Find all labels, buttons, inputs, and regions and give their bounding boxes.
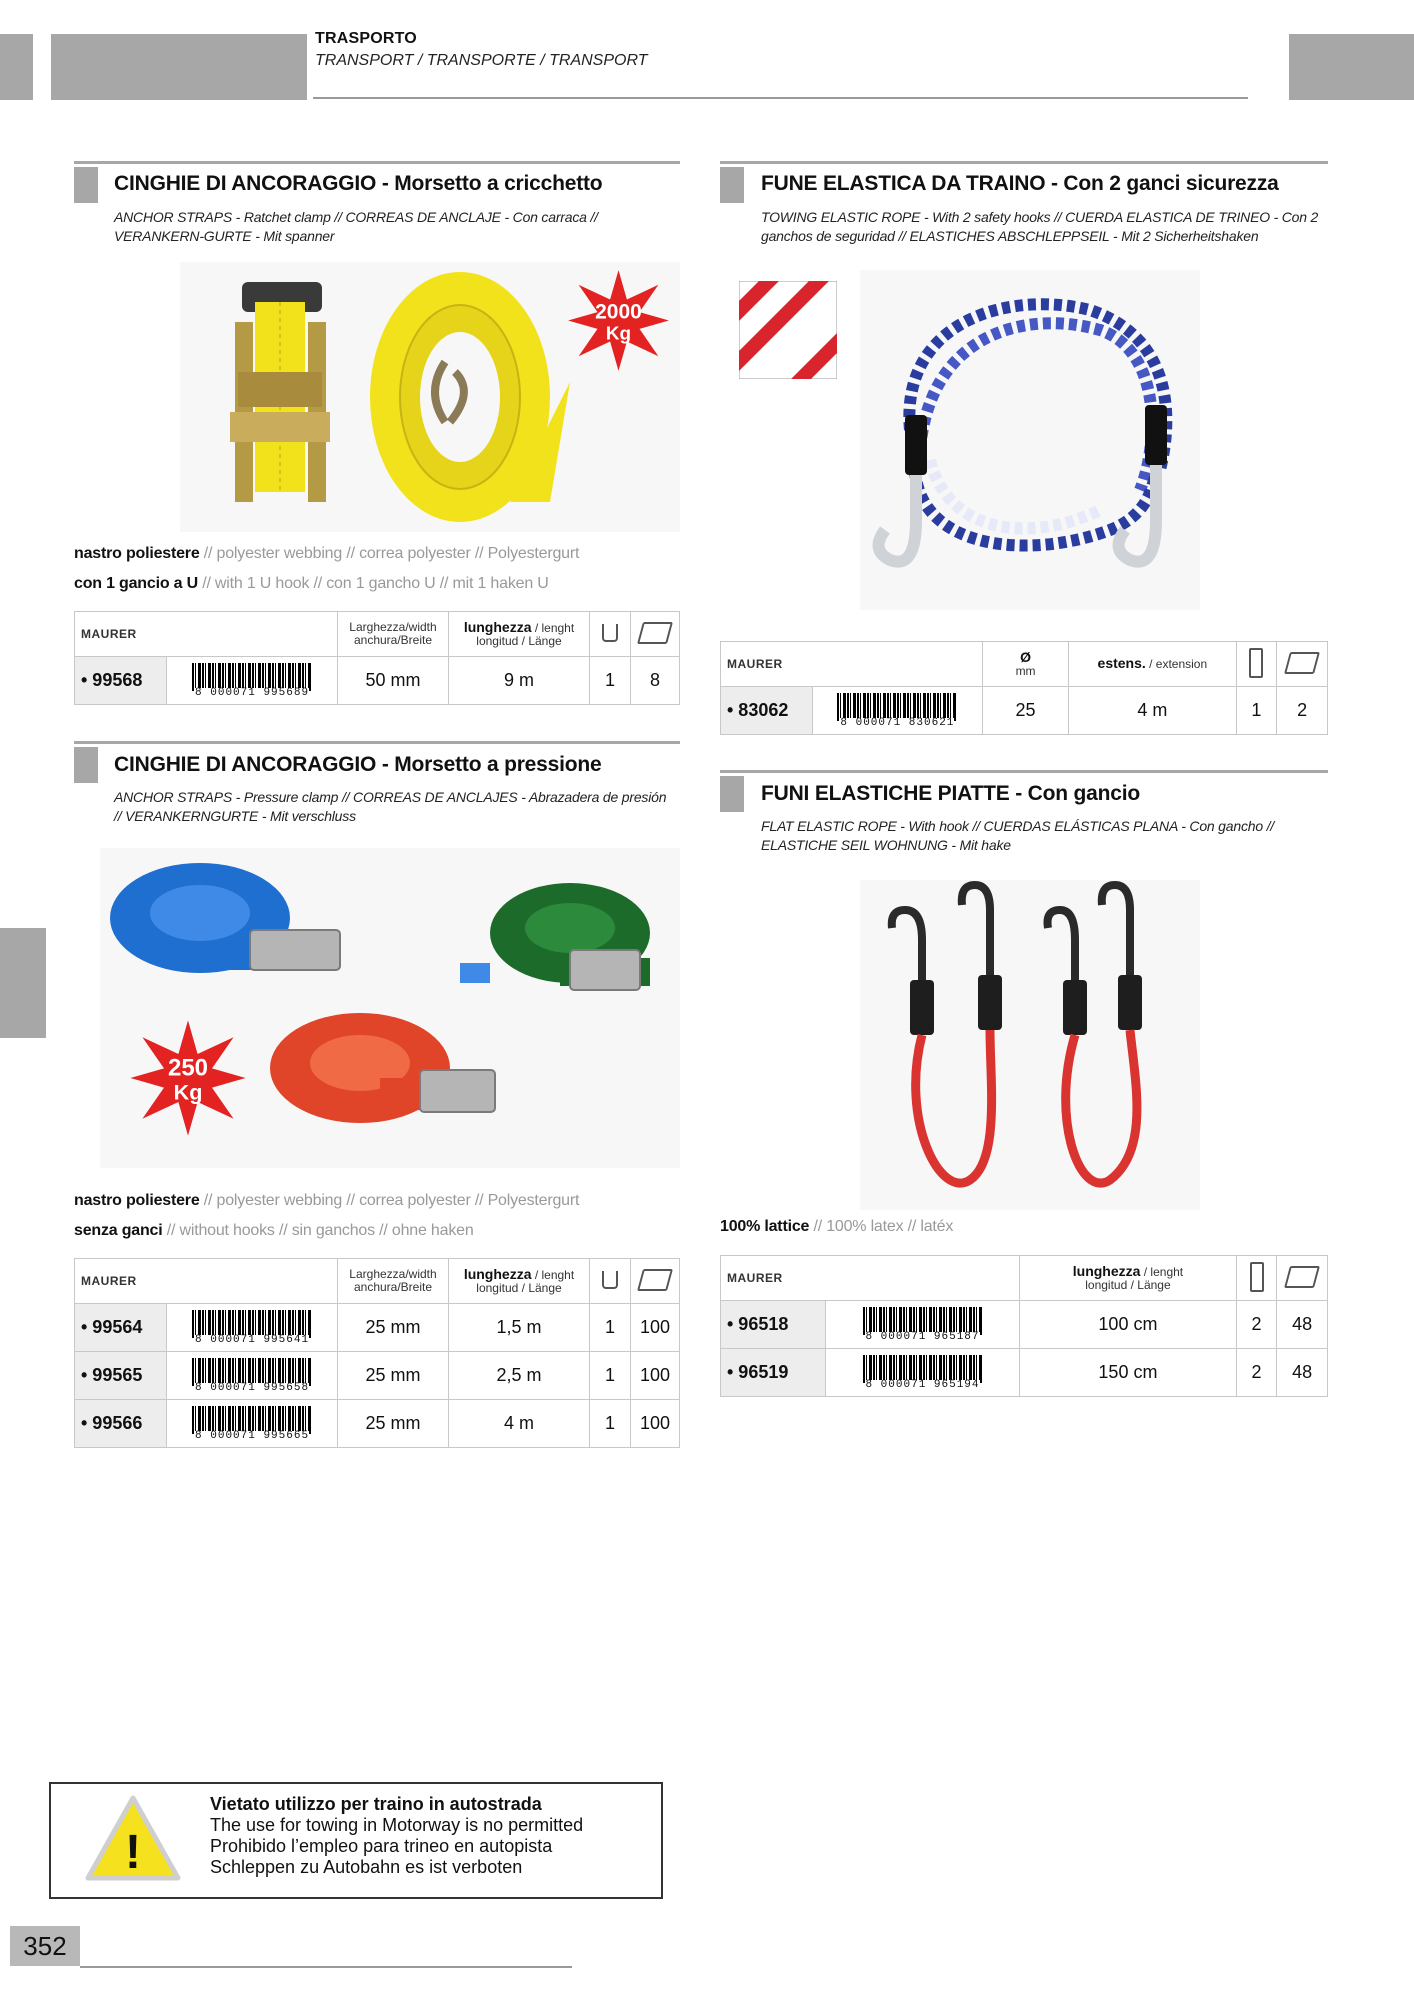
section-marker	[720, 167, 744, 203]
header-title: TRASPORTO	[315, 30, 417, 47]
ean-number: 8 000071 830621	[840, 716, 955, 729]
section-title: CINGHIE DI ANCORAGGIO - Morsetto a pressione	[114, 753, 602, 776]
feature-translations: // polyester webbing // correa polyester // Polyestergurt	[199, 1192, 580, 1209]
table-row	[721, 1301, 1328, 1349]
section-divider	[74, 161, 680, 164]
col-label-translation: / extension	[1145, 657, 1208, 671]
pack-qty-cell: 1	[1236, 687, 1277, 735]
warning-line: Vietato utilizzo per traino in autostrada	[210, 1794, 542, 1814]
page-number: 352	[10, 1926, 80, 1966]
inner-pack-icon	[602, 1271, 618, 1289]
box-icon	[1284, 1266, 1320, 1288]
pack-qty-cell: 2	[1236, 1301, 1277, 1349]
capacity-badge-2000kg	[566, 268, 671, 373]
brand-logo: MAURER	[721, 642, 983, 687]
feature-translations: // without hooks // sin ganchos // ohne haken	[162, 1222, 474, 1239]
ean-number: 8 000071 995658	[195, 1381, 310, 1394]
barcode	[812, 687, 982, 735]
brand-logo: MAURER	[75, 1259, 338, 1304]
inner-pack-icon	[1249, 648, 1263, 678]
col-length-header	[449, 1259, 590, 1304]
width-cell: 25 mm	[338, 1352, 449, 1400]
box-icon	[637, 622, 673, 644]
col-label-translation: /width	[405, 620, 437, 634]
col-label: lunghezza	[463, 618, 532, 635]
width-cell: 50 mm	[338, 657, 449, 705]
warning-line: Schleppen zu Autobahn es ist verboten	[210, 1857, 523, 1877]
col-label: Larghezza	[349, 1267, 406, 1281]
product-code: • 99564	[75, 1304, 167, 1352]
pack-qty-cell: 1	[590, 1352, 631, 1400]
col-pack-header	[590, 1259, 631, 1304]
left-edge-tab	[0, 34, 33, 100]
header-gray-block	[51, 34, 307, 100]
length-cell: 4 m	[449, 1400, 590, 1448]
section-description: TOWING ELASTIC ROPE - With 2 safety hooks // CUERDA ELASTICA DE TRINEO - Con 2 ganchos de seguridad // ELASTICHES ABSCHLEPPSEIL - Mit 2 Sicherheitshaken	[761, 209, 1319, 244]
col-pack-header	[1236, 642, 1277, 687]
box-qty-cell: 8	[631, 657, 680, 705]
feature-translations: // with 1 U hook // con 1 gancho U // mit 1 haken U	[197, 575, 549, 592]
ean-number: 8 000071 965194	[865, 1378, 980, 1391]
product-code: • 99566	[75, 1400, 167, 1448]
col-label-translation: / lenght	[1140, 1264, 1184, 1279]
product-table	[720, 1255, 1328, 1397]
barcode	[825, 1349, 1019, 1397]
product-code: • 99568	[75, 657, 167, 705]
width-cell: 25 mm	[338, 1304, 449, 1352]
feature-label: nastro poliestere	[74, 545, 200, 562]
box-qty-cell: 100	[631, 1400, 680, 1448]
section-marker	[74, 167, 98, 203]
badge-unit: Kg	[605, 323, 632, 345]
barcode	[167, 1352, 338, 1400]
feature-line	[74, 1222, 474, 1240]
feature-label: con 1 gancio a U	[74, 575, 198, 592]
col-length-header	[1020, 1256, 1237, 1301]
pack-qty-cell: 1	[590, 1304, 631, 1352]
warning-panel-sign-image	[739, 281, 837, 379]
warning-mark: !	[125, 1826, 141, 1879]
col-label: lunghezza	[463, 1265, 532, 1282]
badge-value: 2000	[595, 300, 642, 324]
table-row	[75, 1304, 680, 1352]
box-qty-cell: 2	[1277, 687, 1328, 735]
feature-line	[74, 1192, 579, 1210]
col-label-sub: mm	[1015, 663, 1036, 678]
feature-label: 100% lattice	[720, 1218, 810, 1235]
table-row	[75, 1352, 680, 1400]
col-label-translation: / lenght	[531, 1267, 575, 1282]
box-qty-cell: 48	[1277, 1349, 1328, 1397]
section-description: FLAT ELASTIC ROPE - With hook // CUERDAS ELÁSTICAS PLANA - Con gancho // ELASTICHE SEIL WOHNUNG - Mit hake	[761, 818, 1274, 853]
table-row	[75, 1400, 680, 1448]
col-width-header	[338, 612, 449, 657]
feature-label: senza ganci	[74, 1222, 163, 1239]
inner-pack-icon	[1250, 1262, 1264, 1292]
col-label-sub: longitud / Länge	[476, 633, 562, 648]
col-box-header	[1277, 642, 1328, 687]
section-divider	[74, 741, 680, 744]
towing-rope-image	[860, 270, 1200, 610]
warning-text	[210, 1794, 583, 1878]
barcode	[167, 1304, 338, 1352]
ean-number: 8 000071 995665	[195, 1429, 310, 1442]
pack-qty-cell: 1	[590, 657, 631, 705]
feature-line	[74, 545, 579, 563]
badge-value: 250	[167, 1054, 209, 1082]
col-diameter-header	[983, 642, 1069, 687]
col-label: estens.	[1097, 655, 1146, 671]
header-divider	[313, 97, 1248, 99]
product-code: • 99565	[75, 1352, 167, 1400]
col-label-sub: longitud / Länge	[476, 1280, 562, 1295]
extension-cell: 4 m	[1069, 687, 1236, 735]
table-row	[721, 1349, 1328, 1397]
box-qty-cell: 100	[631, 1304, 680, 1352]
col-label-translation: /width	[405, 1267, 437, 1281]
product-code: • 96518	[721, 1301, 826, 1349]
barcode	[167, 1400, 338, 1448]
length-cell: 1,5 m	[449, 1304, 590, 1352]
product-code: • 96519	[721, 1349, 826, 1397]
product-table	[74, 611, 680, 705]
col-label: lunghezza	[1072, 1262, 1141, 1279]
section-title: FUNE ELASTICA DA TRAINO - Con 2 ganci sicurezza	[761, 172, 1279, 195]
feature-translations: // 100% latex // latéx	[809, 1218, 954, 1235]
width-cell: 25 mm	[338, 1400, 449, 1448]
ean-number: 8 000071 995641	[195, 1333, 310, 1346]
col-label: Larghezza	[349, 620, 406, 634]
flat-elastic-ropes-image	[860, 880, 1200, 1210]
product-table	[720, 641, 1328, 735]
warning-line: The use for towing in Motorway is no permitted	[210, 1815, 584, 1835]
feature-translations: // polyester webbing // correa polyester // Polyestergurt	[199, 545, 580, 562]
right-edge-tab	[1289, 34, 1414, 100]
feature-line	[74, 575, 549, 593]
brand-logo: MAURER	[75, 612, 338, 657]
col-label-sub: anchura/Breite	[353, 1280, 433, 1294]
col-box-header	[1277, 1256, 1328, 1301]
ean-number: 8 000071 965187	[865, 1330, 980, 1343]
col-extension-header	[1069, 642, 1236, 687]
footer-divider	[80, 1966, 572, 1968]
pack-qty-cell: 1	[590, 1400, 631, 1448]
badge-unit: Kg	[173, 1079, 203, 1105]
box-icon	[637, 1269, 673, 1291]
header-subtitle: TRANSPORT / TRANSPORTE / TRANSPORT	[315, 52, 648, 69]
col-label-sub: anchura/Breite	[353, 633, 433, 647]
length-cell: 2,5 m	[449, 1352, 590, 1400]
barcode	[825, 1301, 1019, 1349]
length-cell: 9 m	[449, 657, 590, 705]
box-qty-cell: 100	[631, 1352, 680, 1400]
section-description: ANCHOR STRAPS - Ratchet clamp // CORREAS DE ANCLAJE - Con carraca // VERANKERN-GURTE - Mit spanner	[114, 209, 598, 244]
warning-triangle-icon	[84, 1794, 182, 1882]
product-table	[74, 1258, 680, 1448]
length-cell: 150 cm	[1020, 1349, 1237, 1397]
length-cell: 100 cm	[1020, 1301, 1237, 1349]
product-code: • 83062	[721, 687, 813, 735]
col-label: Ø	[1020, 648, 1031, 665]
col-box-header	[631, 1259, 680, 1304]
barcode	[167, 657, 338, 705]
brand-logo: MAURER	[721, 1256, 1020, 1301]
box-qty-cell: 48	[1277, 1301, 1328, 1349]
section-marker	[74, 747, 98, 783]
section-title: CINGHIE DI ANCORAGGIO - Morsetto a cricchetto	[114, 172, 603, 195]
col-width-header	[338, 1259, 449, 1304]
section-title: FUNI ELASTICHE PIATTE - Con gancio	[761, 782, 1140, 805]
pack-qty-cell: 2	[1236, 1349, 1277, 1397]
section-divider	[720, 161, 1328, 164]
col-label-translation: / lenght	[531, 620, 575, 635]
capacity-badge-250kg	[128, 1018, 248, 1138]
feature-label: nastro poliestere	[74, 1192, 200, 1209]
section-description: ANCHOR STRAPS - Pressure clamp // CORREAS DE ANCLAJES - Abrazadera de presión // VERANKERNGURTE - Mit verschluss	[114, 789, 667, 824]
box-icon	[1284, 652, 1320, 674]
col-pack-header	[1236, 1256, 1277, 1301]
col-box-header	[631, 612, 680, 657]
side-thumb-tab	[0, 928, 46, 1038]
ean-number: 8 000071 995689	[195, 686, 310, 699]
table-row	[75, 657, 680, 705]
col-length-header	[449, 612, 590, 657]
inner-pack-icon	[602, 624, 618, 642]
section-marker	[720, 776, 744, 812]
col-label-sub: longitud / Länge	[1085, 1277, 1171, 1292]
col-pack-header	[590, 612, 631, 657]
table-row	[721, 687, 1328, 735]
feature-line	[720, 1218, 953, 1236]
diameter-cell: 25	[983, 687, 1069, 735]
section-divider	[720, 770, 1328, 773]
warning-line: Prohibido l’empleo para trineo en autopista	[210, 1836, 553, 1856]
